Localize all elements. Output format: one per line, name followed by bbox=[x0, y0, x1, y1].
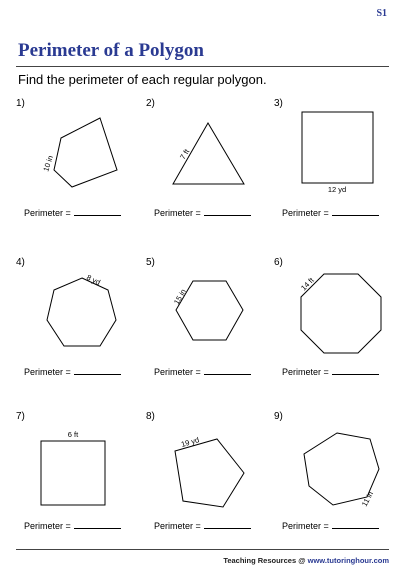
perimeter-label: Perimeter = bbox=[154, 208, 201, 218]
perimeter-answer bbox=[154, 206, 251, 218]
pentagon-shape bbox=[16, 98, 146, 218]
problem-number: 6) bbox=[274, 257, 283, 268]
square-shape bbox=[274, 98, 404, 218]
heptagon-shape bbox=[16, 257, 146, 377]
footer-divider bbox=[16, 549, 389, 550]
footer-url-link[interactable]: www.tutoringhour.com bbox=[307, 556, 389, 565]
answer-blank[interactable] bbox=[332, 206, 379, 216]
hexagon-shape bbox=[146, 257, 276, 377]
perimeter-label: Perimeter = bbox=[154, 521, 201, 531]
side-label: 10 in bbox=[41, 154, 55, 173]
perimeter-label: Perimeter = bbox=[24, 521, 71, 531]
problem-2 bbox=[146, 98, 276, 238]
perimeter-answer bbox=[154, 365, 251, 377]
perimeter-answer bbox=[24, 519, 121, 531]
square-shape bbox=[16, 411, 146, 531]
answer-blank[interactable] bbox=[204, 206, 251, 216]
perimeter-answer bbox=[24, 365, 121, 377]
problem-5 bbox=[146, 257, 276, 397]
answer-blank[interactable] bbox=[74, 206, 121, 216]
problem-number: 9) bbox=[274, 411, 283, 422]
heptagon-shape bbox=[274, 411, 404, 531]
problem-7 bbox=[16, 411, 146, 551]
footer-credit bbox=[223, 556, 389, 565]
problem-9 bbox=[274, 411, 404, 551]
answer-blank[interactable] bbox=[204, 365, 251, 375]
triangle-shape bbox=[146, 98, 276, 218]
problem-number: 7) bbox=[16, 411, 25, 422]
perimeter-label: Perimeter = bbox=[154, 367, 201, 377]
answer-blank[interactable] bbox=[332, 519, 379, 529]
side-label: 19 yd bbox=[180, 435, 201, 449]
problem-number: 2) bbox=[146, 98, 155, 109]
side-label: 6 ft bbox=[67, 430, 79, 439]
pentagon-shape bbox=[146, 411, 276, 531]
problem-number: 5) bbox=[146, 257, 155, 268]
problem-4 bbox=[16, 257, 146, 397]
instruction-text: Find the perimeter of each regular polygon. bbox=[18, 72, 267, 87]
side-label: 12 yd bbox=[327, 185, 347, 194]
set-code: S1 bbox=[376, 8, 387, 19]
octagon-shape bbox=[274, 257, 404, 377]
perimeter-label: Perimeter = bbox=[282, 367, 329, 377]
problem-number: 4) bbox=[16, 257, 25, 268]
side-label: 14 ft bbox=[299, 275, 316, 293]
side-label: 7 ft bbox=[178, 147, 192, 162]
answer-blank[interactable] bbox=[332, 365, 379, 375]
side-label: 15 in bbox=[171, 287, 188, 306]
problem-number: 3) bbox=[274, 98, 283, 109]
problem-1 bbox=[16, 98, 146, 238]
perimeter-label: Perimeter = bbox=[282, 208, 329, 218]
problem-number: 1) bbox=[16, 98, 25, 109]
side-label: 8 yd bbox=[85, 272, 102, 288]
title-divider bbox=[16, 66, 389, 67]
problem-3 bbox=[274, 98, 404, 238]
perimeter-answer bbox=[282, 519, 379, 531]
perimeter-answer bbox=[24, 206, 121, 218]
problem-number: 8) bbox=[146, 411, 155, 422]
perimeter-label: Perimeter = bbox=[24, 208, 71, 218]
answer-blank[interactable] bbox=[74, 365, 121, 375]
side-label: 11 in bbox=[359, 489, 376, 508]
perimeter-answer bbox=[282, 206, 379, 218]
perimeter-answer bbox=[154, 519, 251, 531]
answer-blank[interactable] bbox=[204, 519, 251, 529]
problem-6 bbox=[274, 257, 404, 397]
page-title: Perimeter of a Polygon bbox=[18, 40, 204, 61]
perimeter-label: Perimeter = bbox=[24, 367, 71, 377]
footer-prefix: Teaching Resources @ bbox=[223, 556, 306, 565]
answer-blank[interactable] bbox=[74, 519, 121, 529]
perimeter-label: Perimeter = bbox=[282, 521, 329, 531]
perimeter-answer bbox=[282, 365, 379, 377]
problem-8 bbox=[146, 411, 276, 551]
